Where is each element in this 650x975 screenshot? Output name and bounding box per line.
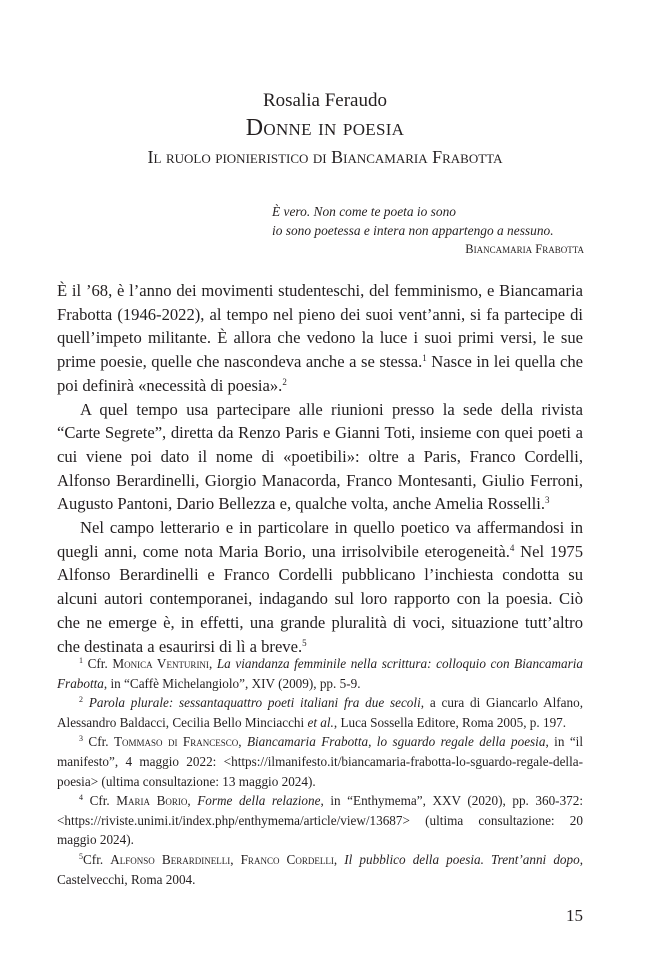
epigraph-attribution: Biancamaria Frabotta bbox=[465, 242, 584, 256]
footnote-3-author: Tommaso di Francesco bbox=[113, 734, 239, 750]
footnote-2-rest-b: , Luca Sossella Editore, Roma 2005, p. 197. bbox=[333, 714, 567, 730]
paragraph-3-text-a: Nel campo letterario e in particolare in quello poetico va affermandosi in quegli anni, come nota Maria Borio, una irrisolvibile eterogeneità. bbox=[57, 518, 583, 561]
footnote-3-prefix: Cfr. bbox=[88, 734, 114, 750]
epigraph-line-2: io sono poetessa e intera non appartengo a nessuno. bbox=[272, 223, 554, 238]
footnote-ref-4[interactable]: 4 bbox=[509, 542, 515, 553]
footnote-4-rest: , in “Enthymema”, XXV (2020), pp. 360-372: <https://riviste.unimi.it/index.php/enthymema/article/view/13687> (ultima consultazione: 20 maggio 2024). bbox=[57, 793, 584, 848]
paragraph-1 bbox=[57, 279, 583, 398]
footnote-2-etal: et al. bbox=[307, 714, 334, 730]
footnote-4 bbox=[57, 791, 583, 850]
footnote-5-prefix: Cfr. bbox=[83, 851, 111, 867]
footnote-1-author: Monica Venturini bbox=[112, 656, 209, 671]
footnote-5 bbox=[57, 850, 583, 889]
footnote-3-separator: , bbox=[238, 734, 247, 750]
footnote-4-prefix: Cfr. bbox=[89, 793, 117, 809]
footnote-1-rest: , in “Caffè Michelangiolo”, XIV (2009), pp. 5-9. bbox=[103, 675, 361, 691]
footnote-2-number: 2 bbox=[79, 695, 83, 705]
footnote-4-author: Maria Borio bbox=[116, 793, 188, 809]
chapter-subtitle: Il ruolo pionieristico di Biancamaria Frabotta bbox=[147, 147, 503, 167]
body-text bbox=[57, 279, 583, 658]
page-number: 15 bbox=[566, 906, 583, 925]
footnote-ref-5[interactable]: 5 bbox=[302, 637, 307, 648]
footnote-3-rest: , in “il manifesto”, 4 maggio 2022: <https://ilmanifesto.it/biancamaria-frabotta-lo-sguardo-regale-della-poesia> (ultima consultazione: 13 maggio 2024). bbox=[57, 734, 584, 789]
footnote-ref-1[interactable]: 1 bbox=[422, 353, 427, 364]
footnote-ref-3[interactable]: 3 bbox=[545, 495, 550, 506]
paragraph-2-text: A quel tempo usa partecipare alle riunioni presso la sede della rivista “Carte Segrete”, diretta da Renzo Paris e Gianni Toti, insieme con quei poeti a cui viene poi dato il nome di «poetibili»: oltre a Paris, Franco Cordelli, Alfonso Berardinelli, Giorgio Manacorda, Franco Montesanti, Giulio Ferroni, Augusto Pantoni, Dario Bellezza e, qualche volta, anche Amelia Rosselli. bbox=[57, 399, 583, 514]
footnote-5-rest: , Castelvecchi, Roma 2004. bbox=[57, 851, 583, 887]
footnote-2-title: Parola plurale: sessantaquattro poeti italiani fra due secoli bbox=[88, 695, 421, 711]
chapter-author: Rosalia Feraudo bbox=[262, 90, 387, 111]
footnote-3 bbox=[57, 732, 583, 791]
footnote-1-separator: , bbox=[208, 656, 217, 671]
footnotes bbox=[57, 654, 583, 889]
footnote-3-number: 3 bbox=[79, 734, 83, 744]
footnote-4-title: Forme della relazione bbox=[197, 793, 321, 809]
footnote-5-title: Il pubblico della poesia. Trent’anni dopo bbox=[344, 851, 580, 867]
footnote-1-prefix: Cfr. bbox=[87, 656, 113, 671]
footnote-5-number: 5 bbox=[79, 851, 83, 861]
footnote-1 bbox=[57, 654, 583, 693]
paragraph-1-text-a: È il ’68, è l’anno dei movimenti studenteschi, del femminismo, e Biancamaria Frabotta (1946-2022), al tempo nel pieno dei suoi vent’anni, si fa partecipe di quell’impeto militante. È allora che vedono la luce i suoi primi versi, le sue prime poesie, quelle che nascondeva anche a se stessa. bbox=[57, 281, 583, 372]
paragraph-3 bbox=[57, 516, 583, 658]
footnote-1-title: La viandanza femminile nella scrittura: colloquio con Biancamaria Frabotta bbox=[57, 656, 584, 691]
footnote-2 bbox=[57, 693, 583, 732]
footnote-ref-2[interactable]: 2 bbox=[282, 376, 287, 387]
paragraph-3-text-b: Nel 1975 Alfonso Berardinelli e Franco Cordelli pubblicano l’inchiesta condotta su alcuni autori contemporanei, indagando sul loro rapporto con la poesia. Ciò che ne emerge è, in effetti, una grande pluralità di voci, situazione tutt’altro che destinata a esaurirsi di lì a breve. bbox=[57, 541, 583, 656]
footnote-2-rest-a: , a cura di Giancarlo Alfano, Alessandro Baldacci, Cecilia Bello Minciacchi bbox=[57, 695, 584, 730]
chapter-header bbox=[0, 88, 650, 169]
paragraph-2 bbox=[57, 398, 583, 517]
footnote-5-separator: , bbox=[333, 851, 345, 867]
footnote-4-number: 4 bbox=[79, 793, 83, 803]
footnote-1-number: 1 bbox=[79, 656, 83, 665]
footnote-4-separator: , bbox=[187, 793, 198, 809]
footnote-3-title: Biancamaria Frabotta, lo sguardo regale della poesia bbox=[246, 734, 546, 750]
chapter-title: Donne in poesia bbox=[245, 115, 405, 141]
epigraph-line-1: È vero. Non come te poeta io sono bbox=[272, 204, 456, 219]
paragraph-1-text-b: Nasce in lei quella che poi definirà «necessità di poesia». bbox=[57, 352, 584, 395]
footnote-5-author: Alfonso Berardinelli, Franco Cordelli bbox=[110, 851, 334, 867]
epigraph bbox=[272, 202, 584, 259]
